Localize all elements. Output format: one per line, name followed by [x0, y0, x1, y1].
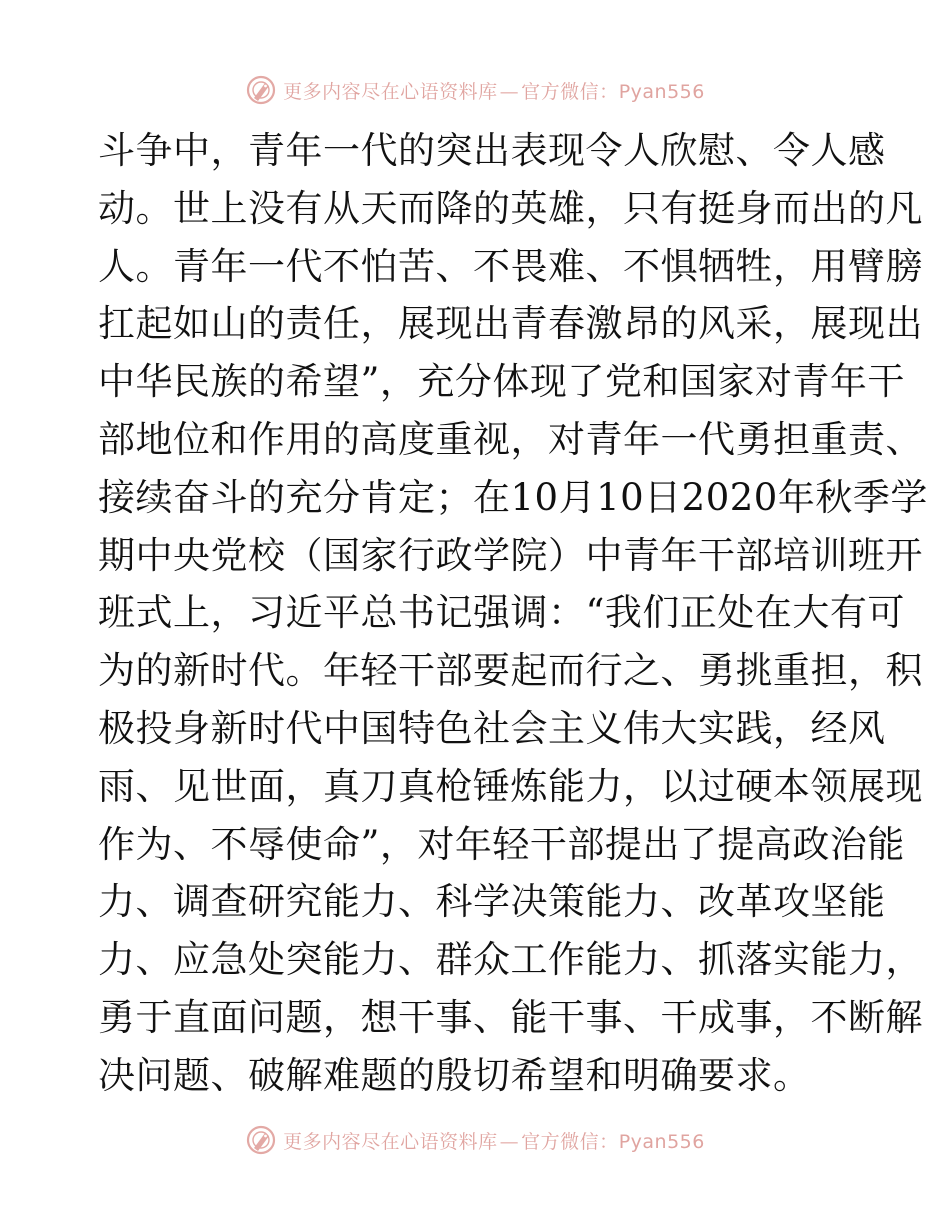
body-line: 斗争中，青年一代的突出表现令人欣慰、令人感	[98, 129, 886, 172]
body-line: 扛起如山的责任，展现出青春激昂的风采，展现出	[98, 302, 923, 346]
body-line: 期中央党校（国家行政学院）中青年干部培训班开	[98, 533, 923, 577]
body-line: 人。青年一代不怕苦、不畏难、不惧牺牲，用臂膀	[98, 244, 923, 288]
watermark-separator: —	[499, 1130, 520, 1153]
body-line: 动。世上没有从天而降的英雄，只有挺身而出的凡	[98, 186, 923, 230]
body-line: 决问题、破解难题的殷切希望和明确要求。	[98, 1053, 811, 1097]
body-line: 力、应急处突能力、群众工作能力、抓落实能力，	[98, 938, 923, 982]
watermark-brand: 更多内容尽在心语资料库	[283, 80, 498, 103]
pen-nib-circle-icon	[245, 1124, 277, 1156]
body-line: 部地位和作用的高度重视，对青年一代勇担重责、	[98, 417, 923, 461]
body-line: 中华民族的希望”，充分体现了党和国家对青年干	[98, 360, 905, 404]
body-line: 雨、见世面，真刀真枪锤炼能力，以过硬本领展现	[98, 764, 923, 808]
watermark-account: Pyan556	[618, 80, 705, 103]
pen-nib-circle-icon	[245, 74, 277, 106]
body-line: 作为、不辱使命”，对年轻干部提出了提高政治能	[98, 822, 905, 866]
body-line: 勇于直面问题，想干事、能干事、干成事，不断解	[98, 995, 923, 1039]
watermark-label: 官方微信：	[521, 1130, 619, 1153]
body-line: 极投身新时代中国特色社会主义伟大实践，经风	[98, 706, 886, 750]
body-line: 接续奋斗的充分肯定；在10月10日2020年秋季学	[98, 475, 928, 519]
header-watermark	[0, 70, 950, 110]
body-line: 为的新时代。年轻干部要起而行之、勇挑重担，积	[98, 649, 923, 693]
watermark-account: Pyan556	[618, 1130, 705, 1153]
body-line: 班式上，习近平总书记强调：“我们正处在大有可	[98, 591, 905, 635]
watermark-separator: —	[499, 80, 520, 103]
document-body	[98, 122, 928, 1105]
watermark-brand: 更多内容尽在心语资料库	[283, 1130, 498, 1153]
watermark-label: 官方微信：	[521, 80, 619, 103]
body-line: 力、调查研究能力、科学决策能力、改革攻坚能	[98, 880, 886, 924]
footer-watermark	[0, 1120, 950, 1160]
